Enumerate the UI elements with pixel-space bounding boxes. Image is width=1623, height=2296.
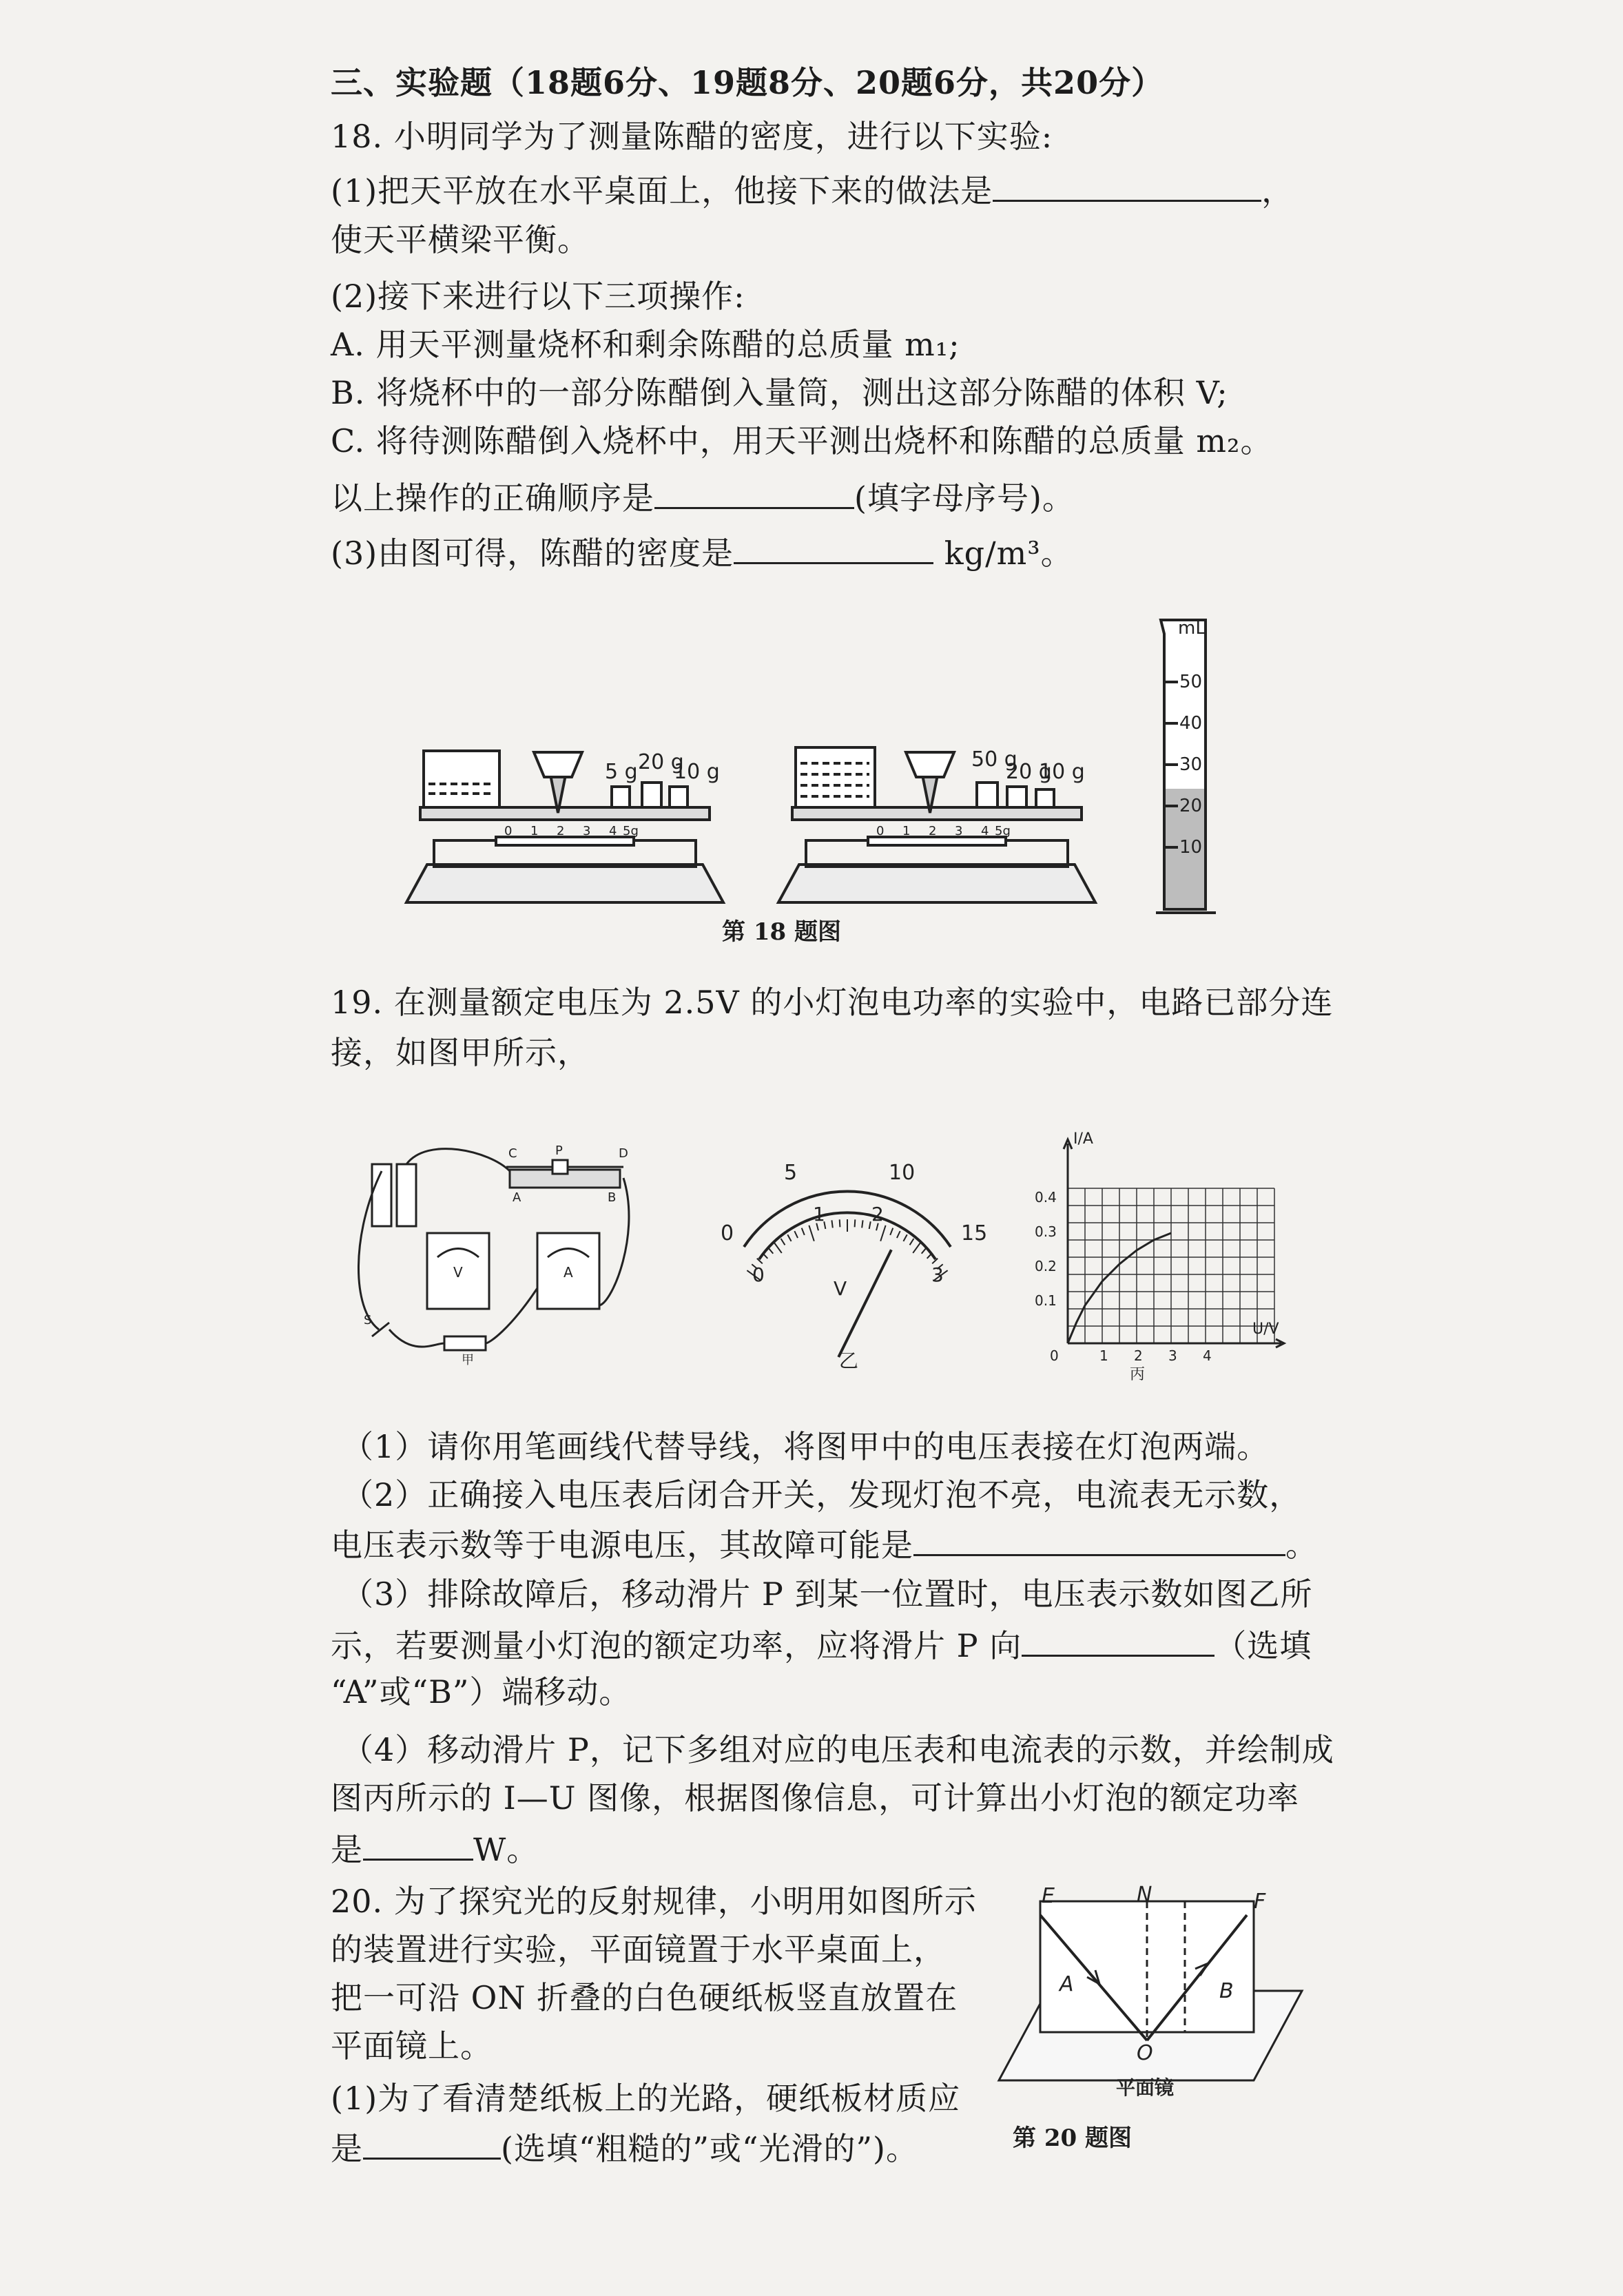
dial-tick — [794, 1231, 798, 1238]
cylinder-unit: mL — [1178, 618, 1206, 639]
q19-part4-unit: W。 — [473, 1831, 539, 1868]
q20-caption: 第 20 题图 — [1013, 2124, 1132, 2152]
q19-part4-text: 是 — [331, 1831, 363, 1868]
q19-part2-end: 。 — [1285, 1527, 1318, 1564]
fig20-label-f: F — [1254, 1890, 1266, 1914]
dial-inner-2: 2 — [871, 1203, 884, 1225]
circuit-label-p: P — [555, 1144, 563, 1158]
ammeter-symbol: A — [564, 1264, 573, 1281]
q19-voltmeter-dial — [716, 1144, 988, 1378]
rider-tick: 5g — [995, 824, 1011, 838]
dial-tick — [768, 1248, 773, 1253]
dial-tick — [831, 1220, 832, 1228]
fig20-label-a: A — [1059, 1972, 1074, 1996]
rider-tick: 1 — [530, 824, 539, 838]
q19-part3-text: 示，若要测量小灯泡的额定功率，应将滑片 P 向 — [331, 1627, 1022, 1664]
q19-part4: （4）移动滑片 P，记下多组对应的电压表和电流表的示数，并绘制成 — [342, 1731, 1334, 1768]
graph-y-tick-0.4: 0.4 — [1035, 1189, 1057, 1206]
graph-x-tick-4: 4 — [1203, 1347, 1212, 1364]
rider-tick: 0 — [504, 824, 513, 838]
graph-x-tick-2: 2 — [1134, 1347, 1143, 1364]
dial-outer-5: 5 — [784, 1161, 798, 1185]
q19-part2-cont — [331, 1522, 1318, 1566]
q19-part2: （2）正确接入电压表后闭合开关，发现灯泡不亮，电流表无示数， — [342, 1476, 1302, 1513]
graph-caption: 丙 — [1130, 1366, 1146, 1383]
q19-circuit-figure — [351, 1130, 641, 1367]
circuit-label-d: D — [619, 1146, 628, 1161]
q18-option-a: A. 用天平测量烧杯和剩余陈醋的总质量 m₁; — [331, 326, 960, 363]
q18-option-b: B. 将烧杯中的一部分陈醋倒入量筒，测出这部分陈醋的体积 V; — [331, 374, 1228, 411]
q19-part4-answer — [331, 1827, 539, 1870]
dial-outer-15: 15 — [961, 1221, 988, 1245]
rider-tick: 5g — [623, 824, 639, 838]
q19-part4-cont: 图丙所示的 I—U 图像，根据图像信息，可计算出小灯泡的额定功率 — [331, 1779, 1300, 1817]
graph-grid — [1068, 1188, 1274, 1343]
dial-tick — [774, 1243, 782, 1253]
q18-part1-blank[interactable] — [993, 168, 1261, 202]
dial-symbol: V — [834, 1277, 847, 1300]
dial-tick — [880, 1225, 885, 1241]
q18-part1 — [331, 168, 1294, 211]
cylinder-tick-30: 30 — [1179, 754, 1203, 775]
q20-stem: 20. 为了探究光的反射规律，小明用如图所示 — [331, 1883, 977, 1920]
q18-part1-text: (1)把天平放在水平桌面上，他接下来的做法是 — [331, 172, 993, 209]
q18-part1-cont: 使天平横梁平衡。 — [331, 221, 590, 258]
fig20-label-n: N — [1137, 1883, 1152, 1907]
dial-tick — [890, 1228, 893, 1235]
q20-figure — [978, 1883, 1309, 2108]
dial-tick — [922, 1248, 927, 1253]
graph-x-label: U/V — [1252, 1321, 1279, 1338]
q18-part3 — [331, 530, 1073, 574]
q18-part3-unit: kg/m³。 — [944, 535, 1073, 572]
cylinder-tick-10: 10 — [1179, 837, 1203, 858]
q20-part1-text: 是 — [331, 2130, 363, 2167]
fig20-label-mirror: 平面镜 — [1116, 2076, 1175, 2099]
graph-y-label: I/A — [1073, 1130, 1093, 1148]
graph-x-tick-1: 1 — [1099, 1347, 1108, 1364]
balance1-weight-10g: 10 g — [674, 760, 720, 784]
dial-tick — [855, 1219, 856, 1227]
q18-option-c: C. 将待测陈醋倒入烧杯中，用天平测出烧杯和陈醋的总质量 m₂。 — [331, 422, 1273, 459]
q20-stem-4: 平面镜上。 — [331, 2027, 493, 2065]
balance2-weight-10g: 10 g — [1039, 760, 1085, 784]
rider-tick: 2 — [929, 824, 937, 838]
q18-order — [331, 475, 1075, 519]
rider-tick: 1 — [902, 824, 911, 838]
balance1-weight-20g: 20 g — [638, 750, 684, 774]
q19-iu-graph — [1033, 1130, 1295, 1392]
q18-part3-blank[interactable] — [734, 530, 933, 564]
q18-figure — [386, 606, 1254, 930]
rider-tick: 0 — [876, 824, 885, 838]
q20-stem-3: 把一可沿 ON 折叠的白色硬纸板竖直放置在 — [331, 1979, 958, 2016]
dial-inner-0: 0 — [752, 1263, 765, 1286]
q20-part1: (1)为了看清楚纸板上的光路，硬纸板材质应 — [331, 2080, 961, 2117]
circuit-label-c: C — [508, 1146, 517, 1161]
q20-part1-blank[interactable] — [363, 2126, 501, 2160]
fig20-label-e: E — [1042, 1884, 1055, 1908]
dial-tick — [903, 1234, 907, 1241]
q18-caption: 第 18 题图 — [722, 918, 841, 946]
balance2-weight-50g: 50 g — [971, 747, 1017, 772]
circuit-caption: 甲 — [462, 1353, 474, 1367]
dial-tick — [897, 1231, 900, 1238]
dial-tick — [787, 1234, 791, 1241]
rider-tick: 2 — [557, 824, 565, 838]
cylinder-tick-20: 20 — [1179, 796, 1203, 816]
graph-y-tick-0.1: 0.1 — [1035, 1292, 1057, 1309]
q19-part3-cont — [331, 1623, 1312, 1666]
graph-y-tick-0.2: 0.2 — [1035, 1258, 1057, 1274]
rider-tick: 4 — [609, 824, 617, 838]
q18-part3-text: (3)由图可得，陈醋的密度是 — [331, 535, 734, 572]
dial-tick — [869, 1221, 871, 1229]
dial-tick — [913, 1243, 920, 1253]
circuit-label-a: A — [513, 1190, 521, 1205]
q18-order-hint: (填字母序号)。 — [854, 479, 1075, 517]
rider-tick: 3 — [955, 824, 963, 838]
q20-part1-cont — [331, 2126, 918, 2169]
dial-caption: 乙 — [839, 1349, 859, 1372]
graph-x-tick-0: 0 — [1050, 1347, 1059, 1364]
dial-tick — [809, 1225, 814, 1241]
dial-tick — [802, 1228, 805, 1235]
q19-part3: （3）排除故障后，移动滑片 P 到某一位置时，电压表示数如图乙所 — [342, 1575, 1313, 1613]
rider-tick: 4 — [981, 824, 989, 838]
q18-order-text: 以上操作的正确顺序是 — [331, 479, 654, 517]
dial-needle — [838, 1250, 891, 1357]
q18-stem: 18. 小明同学为了测量陈醋的密度，进行以下实验: — [331, 118, 1053, 155]
dial-inner-3: 3 — [931, 1263, 944, 1286]
graph-x-tick-3: 3 — [1168, 1347, 1177, 1364]
circuit-label-s: S — [364, 1313, 372, 1327]
dial-inner-1: 1 — [813, 1203, 825, 1225]
q18-order-blank[interactable] — [654, 475, 854, 509]
cylinder-tick-40: 40 — [1179, 713, 1203, 734]
q19-part4-blank[interactable] — [363, 1827, 473, 1861]
section-header: 三、实验题（18题6分、19题8分、20题6分，共20分） — [331, 64, 1164, 101]
rider-tick: 3 — [583, 824, 591, 838]
voltmeter-symbol: V — [453, 1264, 463, 1281]
circuit-label-b: B — [608, 1190, 617, 1205]
q19-part2-blank[interactable] — [913, 1522, 1285, 1556]
q19-part3-blank[interactable] — [1022, 1623, 1214, 1657]
q19-stem: 19. 在测量额定电压为 2.5V 的小灯泡电功率的实验中，电路已部分连 — [331, 984, 1334, 1021]
q20-stem-2: 的装置进行实验，平面镜置于水平桌面上， — [331, 1931, 946, 1968]
q19-part1: （1）请你用笔画线代替导线，将图甲中的电压表接在灯泡两端。 — [342, 1428, 1270, 1465]
fig20-label-b: B — [1219, 1979, 1234, 2003]
graph-y-tick-0.3: 0.3 — [1035, 1223, 1057, 1240]
dial-tick — [781, 1239, 785, 1245]
q20-part1-hint: (选填“粗糙的”或“光滑的”)。 — [501, 2130, 918, 2167]
q19-part3-choice: “A”或“B”）端移动。 — [331, 1673, 632, 1710]
balance2-weight-20g: 20 g — [1006, 760, 1052, 784]
dial-outer-0: 0 — [721, 1221, 734, 1245]
dial-outer-10: 10 — [889, 1161, 916, 1185]
q19-part3-hint: （选填 — [1214, 1627, 1312, 1664]
balance1-weight-5g: 5 g — [605, 760, 638, 784]
dial-ticks — [747, 1219, 947, 1280]
q19-part2-text: 电压表示数等于电源电压，其故障可能是 — [331, 1527, 913, 1564]
cylinder-tick-50: 50 — [1179, 672, 1203, 692]
fig20-label-o: O — [1137, 2041, 1153, 2065]
q18-part2: (2)接下来进行以下三项操作: — [331, 278, 745, 315]
q18-part1-comma: ， — [1261, 172, 1294, 209]
dial-tick — [910, 1239, 914, 1245]
q19-stem-cont: 接，如图甲所示， — [331, 1034, 590, 1071]
